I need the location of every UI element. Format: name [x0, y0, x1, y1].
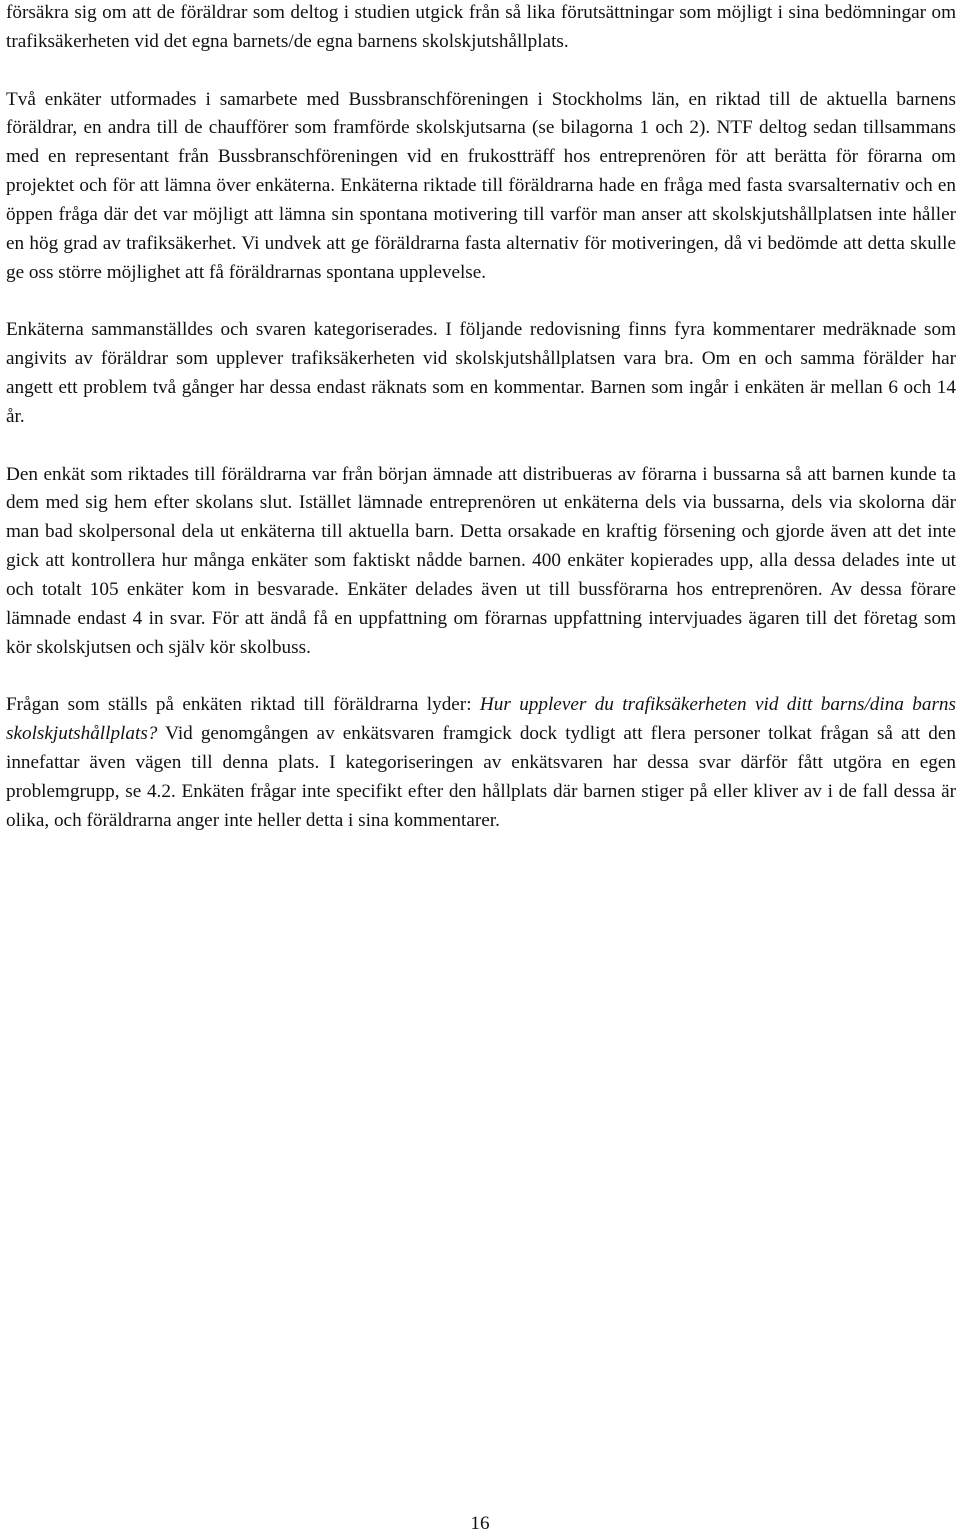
paragraph-5-lead: Frågan som ställs på enkäten riktad till föräldrarna lyder: — [6, 694, 480, 716]
paragraph-5-tail: Vid genomgången av enkätsvaren framgick dock tydligt att flera personer tolkat frågan så att den innefattar även vägen till denna plats. I kategoriseringen av enkätsvaren har dessa svar därför fått utgöra en egen problemgrupp, se 4.2. Enkäten frågar inte specifikt efter den hållplats där barnen stiger på eller kliver av i de fall dessa är olika, och föräldrarna anger inte heller detta i sina kommentarer. — [6, 723, 956, 831]
page-number: 16 — [470, 1513, 490, 1534]
paragraph-1: försäkra sig om att de föräldrar som deltog i studien utgick från så lika förutsättningar som möjligt i sina bedömningar om trafiksäkerheten vid det egna barnets/de egna barnens skolskjutshållplats. — [6, 2, 956, 52]
survey-question-italic: Hur upplever du trafiksäkerheten vid ditt barns/dina barns skolskjutshållplats? — [6, 694, 956, 745]
paragraph-2: Två enkäter utformades i samarbete med Bussbranschföreningen i Stockholms län, en riktad till de aktuella barnens föräldrar, en andra till de chaufförer som framförde skolskjutsarna (se bilagorna 1 och 2). NTF deltog sedan tillsammans med en representant från Bussbranschföreningen vid en frukostträff hos entreprenören för att berätta för förarna om projektet och för att lämna över enkäterna. Enkäterna riktade till föräldrarna hade en fråga med fasta svarsalternativ och en öppen fråga där det var möjligt att lämna sin spontana motivering till varför man anser att skolskjutshållplatsen inte håller en hög grad av trafiksäkerhet. Vi undvek att ge föräldrarna fasta alternativ för motiveringen, då vi bedömde att detta skulle ge oss större möjlighet att få föräldrarnas spontana upplevelse. — [6, 88, 956, 283]
paragraph-5 — [6, 691, 956, 835]
document-page — [6, 0, 956, 835]
paragraph-4: Den enkät som riktades till föräldrarna var från början ämnade att distribueras av förarna i bussarna så att barnen kunde ta dem med sig hem efter skolans slut. Istället lämnade entreprenören ut enkäterna dels via bussarna, dels via skolorna där man bad skolpersonal dela ut enkäterna till aktuella barn. Detta orsakade en kraftig försening och gjorde även att det inte gick att kontrollera hur många enkäter som faktiskt nådde barnen. 400 enkäter kopierades upp, alla dessa delades inte ut och totalt 105 enkäter kom in besvarade. Enkäter delades även ut till bussförarna hos entreprenören. Av dessa förare lämnade endast 4 in svar. För att ändå få en uppfattning om förarnas uppfattning intervjuades ägaren till det företag som kör skolskjutsen och själv kör skolbuss. — [6, 463, 956, 658]
paragraph-3: Enkäterna sammanställdes och svaren kategoriserades. I följande redovisning finns fyra kommentarer medräknade som angivits av föräldrar som upplever trafiksäkerheten vid skolskjutshållplatsen vara bra. Om en och samma förälder har angett ett problem två gånger har dessa endast räknats som en kommentar. Barnen som ingår i enkäten är mellan 6 och 14 år. — [6, 319, 956, 427]
